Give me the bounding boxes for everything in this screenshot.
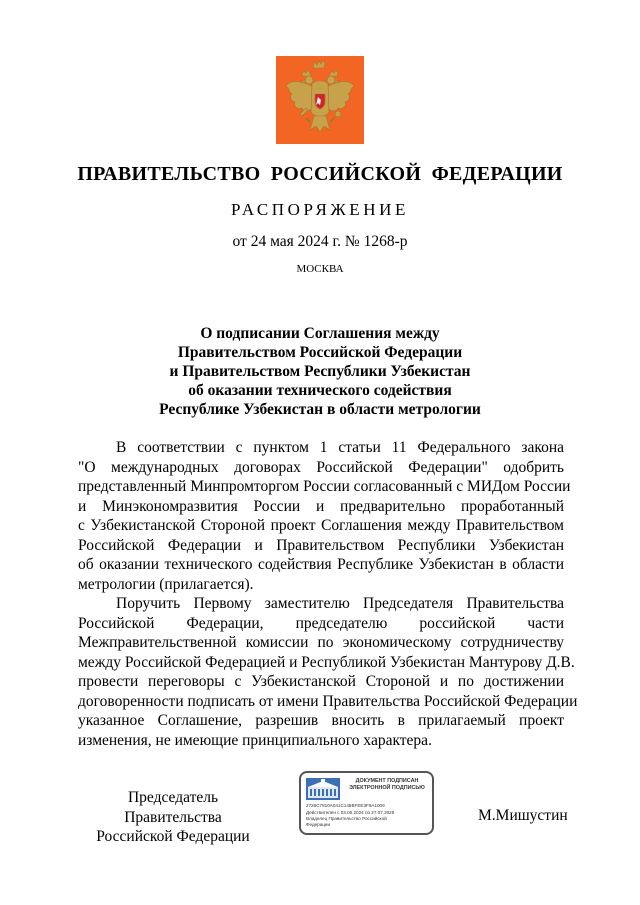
body-line: Российской Федерации и Правительством Республики Узбекистан <box>78 536 564 554</box>
e-signature-stamp <box>299 771 434 835</box>
body-line: и Минэкономразвития России и предварительно проработанный <box>78 497 564 515</box>
document-body <box>78 438 578 750</box>
body-line: метрологии (прилагается). <box>78 575 254 593</box>
date-number: от 24 мая 2024 г. № 1268-р <box>232 233 408 250</box>
document-type: РАСПОРЯЖЕНИЕ <box>230 200 410 219</box>
body-line: представленный Минпромторгом России согласованный с МИДом России <box>78 478 571 495</box>
body-line: Межправительственной комиссии по экономическому сотрудничеству <box>78 634 564 651</box>
subject-line: Республике Узбекистан в области метрологии <box>159 401 481 418</box>
government-title: ПРАВИТЕЛЬСТВО РОССИЙСКОЙ ФЕДЕРАЦИИ <box>77 163 563 185</box>
city: МОСКВА <box>296 263 344 275</box>
stamp-title <box>343 778 431 792</box>
body-line: провести переговоры с Узбекистанской Стороной и по достижении <box>78 673 564 690</box>
coat-of-arms-icon <box>276 56 364 144</box>
body-line: указанное Соглашение, разрешив вносить в прилагаемый проект <box>78 712 564 729</box>
body-line: между Российской Федерацией и Республикой Узбекистан Мантурову Д.В. <box>78 653 575 671</box>
stamp-owner: Федерации <box>306 822 331 827</box>
stamp-validity: Действителен с 03.05.2024 по 27.07.2025 <box>306 810 395 815</box>
stamp-title-line: ДОКУМЕНТ ПОДПИСАН <box>355 778 419 784</box>
body-line: с Узбекистанской Стороной проект Соглашения между Правительством <box>78 517 564 534</box>
body-line: изменения, не имеющие принципиального характера. <box>78 731 432 749</box>
body-line: об оказании технического содействия Республике Узбекистан в области <box>78 556 564 573</box>
building-logo-icon <box>306 778 340 800</box>
subject-line: об оказании технического содействия <box>188 382 452 399</box>
signer-position <box>78 788 268 847</box>
signer-position-line: Российской Федерации <box>96 828 250 845</box>
stamp-owner: Владелец Правительство Российской <box>306 816 387 821</box>
stamp-title-line: ЭЛЕКТРОННОЙ ПОДПИСЬЮ <box>349 785 425 791</box>
body-line: В соответствии с пунктом 1 статьи 11 Федерального закона <box>116 439 564 456</box>
body-line: "О международных договорах Российской Федерации" одобрить <box>78 458 564 476</box>
stamp-serial: 2726C7810A041C145BFEE3F8A1009 <box>306 803 385 808</box>
document-subject <box>0 324 640 419</box>
body-line: Поручить Первому заместителю Председателя Правительства <box>116 595 564 612</box>
subject-line: Правительством Российской Федерации <box>177 344 463 361</box>
body-line: Российской Федерации, председателю российской части <box>78 614 564 632</box>
signer-position-line: Председатель Правительства <box>124 789 222 826</box>
subject-line: О подписании Соглашения между <box>200 325 440 342</box>
subject-line: и Правительством Республики Узбекистан <box>169 363 471 380</box>
body-line: договоренности подписать от имени Правительства Российской Федерации <box>78 692 578 710</box>
signer-name: М.Мишустин <box>478 807 568 824</box>
